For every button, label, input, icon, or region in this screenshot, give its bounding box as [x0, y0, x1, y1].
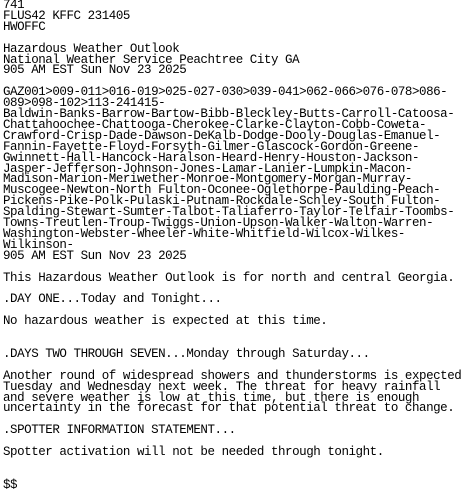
zone-list-line: Muscogee-Newton-North Fulton-Oconee-Oglethorpe-Paulding-Peach- — [3, 183, 441, 198]
product-name: Hazardous Weather Outlook — [3, 41, 180, 56]
intro-statement: This Hazardous Weather Outlook is for north and central Georgia. — [3, 270, 455, 285]
blank-line — [3, 458, 462, 469]
spotter-heading: .SPOTTER INFORMATION STATEMENT... — [3, 423, 236, 438]
end-of-segment-marker: $$ — [3, 477, 18, 492]
zone-list-line: Fannin-Fayette-Floyd-Forsyth-Gilmer-Glascock-Gordon-Greene- — [3, 139, 420, 154]
zone-list-line: Washington-Webster-Wheeler-White-Whitfield-Wilcox-Wilkes- — [3, 227, 405, 241]
spotter-body: Spotter activation will not be needed through tonight. — [3, 445, 384, 459]
issuing-office: National Weather Service Peachtree City GA — [3, 52, 300, 67]
header-awips-id: FLUS42 KFFC 231405 — [3, 8, 130, 23]
segment-issue-time: 905 AM EST Sun Nov 23 2025 — [3, 248, 187, 263]
days-two-seven-body-line: Tuesday and Wednesday next week. The threat for heavy rainfall — [3, 379, 441, 394]
ugc-line: GAZ001>009-011>016-019>025-027-030>039-041>062-066>076-078>086- — [3, 85, 448, 100]
header-sequence: 741 — [3, 0, 25, 12]
ugc-line: 089>098-102>113-241415- — [3, 96, 166, 111]
zone-list-line: Towns-Treutlen-Troup-Twiggs-Union-Upson-Walker-Walton-Warren- — [3, 216, 434, 231]
zone-list-line: Spalding-Stewart-Sumter-Talbot-Taliaferro-Taylor-Telfair-Toombs- — [3, 205, 455, 220]
zone-list-line: Baldwin-Banks-Barrow-Bartow-Bibb-Bleckley-Butts-Carroll-Catoosa- — [3, 107, 455, 122]
zone-list-line: Madison-Marion-Meriwether-Monroe-Montgomery-Morgan-Murray- — [3, 172, 412, 187]
day-one-body: No hazardous weather is expected at this time. — [3, 314, 328, 329]
header-pil: HWOFFC — [3, 19, 46, 34]
blank-line — [3, 469, 462, 480]
zone-list-line: Jasper-Jefferson-Johnson-Jones-Lamar-Lanier-Lumpkin-Macon- — [3, 161, 412, 176]
zone-list-line: Crawford-Crisp-Dade-Dawson-DeKalb-Dodge-Dooly-Douglas-Emanuel- — [3, 128, 441, 143]
blank-line — [3, 327, 462, 338]
days-two-seven-body-line: and severe weather is low at this time, but there is enough — [3, 390, 420, 405]
zone-list-line: Chattahoochee-Chattooga-Cherokee-Clarke-Clayton-Cobb-Coweta- — [3, 117, 427, 132]
zone-list-line: Gwinnett-Hall-Hancock-Haralson-Heard-Henry-Houston-Jackson- — [3, 150, 420, 165]
day-one-heading: .DAY ONE...Today and Tonight... — [3, 292, 222, 307]
days-two-seven-heading: .DAYS TWO THROUGH SEVEN...Monday through Saturday... — [3, 346, 370, 361]
issue-time: 905 AM EST Sun Nov 23 2025 — [3, 63, 187, 78]
days-two-seven-body-line: uncertainty in the forecast for that potential threat to change. — [3, 401, 455, 416]
zone-list-line: Wilkinson- — [3, 237, 74, 252]
days-two-seven-body-line: Another round of widespread showers and thunderstorms is expected — [3, 368, 462, 383]
zone-list-line: Pickens-Pike-Polk-Pulaski-Putnam-Rockdale-Schley-South Fulton- — [3, 194, 441, 209]
